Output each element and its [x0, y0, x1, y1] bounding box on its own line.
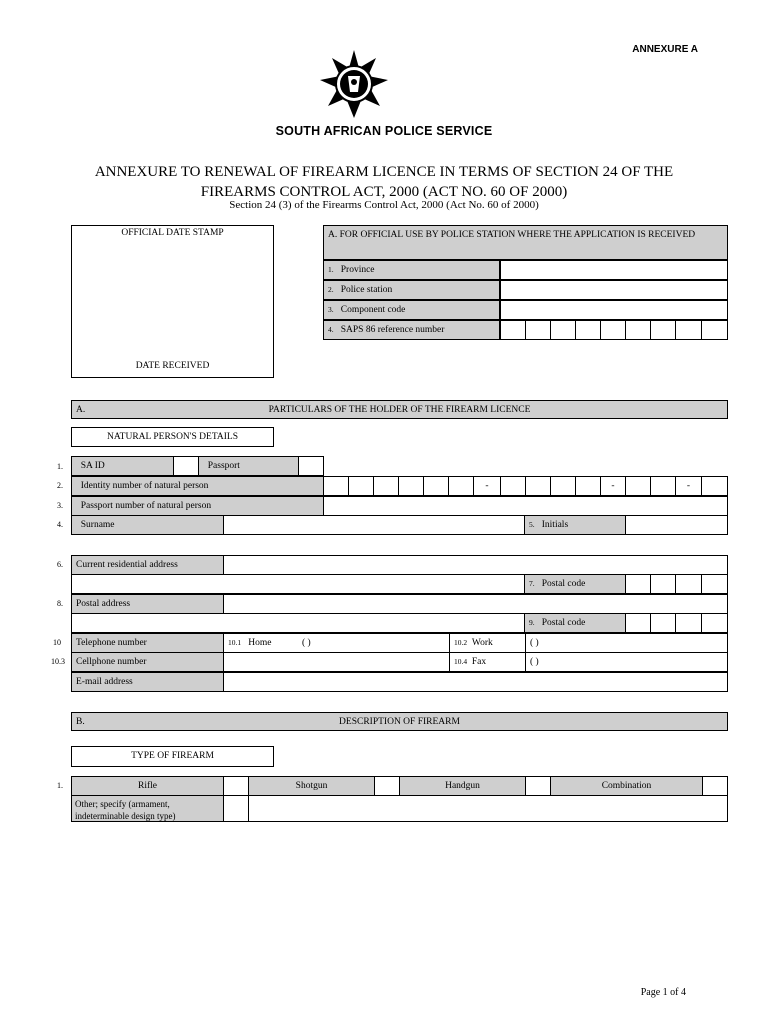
id-digit-box[interactable] — [625, 476, 651, 496]
residential-postal-code-label: 7. Postal code — [524, 574, 626, 594]
annexure-label: ANNEXURE A — [632, 44, 698, 55]
id-digit-box[interactable] — [423, 476, 449, 496]
id-digit-box[interactable] — [550, 476, 576, 496]
id-digit-box[interactable] — [650, 476, 676, 496]
rifle-label: Rifle — [71, 776, 224, 796]
postal-code-digit-box[interactable] — [701, 574, 728, 594]
handgun-label: Handgun — [399, 776, 526, 796]
identity-number-label: Identity number of natural person — [71, 476, 324, 496]
province-label: 1. Province — [323, 260, 500, 280]
passport-label: Passport — [198, 456, 299, 476]
section-b-heading: DESCRIPTION OF FIREARM — [339, 717, 460, 727]
section-a-heading: PARTICULARS OF THE HOLDER OF THE FIREARM LICENCE — [268, 405, 531, 415]
other-specify-field[interactable] — [248, 795, 728, 822]
postal-code-digit-box[interactable] — [625, 613, 651, 633]
residential-address-line2[interactable] — [71, 574, 525, 594]
id-digit-box[interactable] — [525, 476, 551, 496]
other-checkbox[interactable] — [223, 795, 249, 822]
postal-code-digit-box[interactable] — [701, 613, 728, 633]
row-number: 3. — [57, 501, 63, 510]
postal-address-line2[interactable] — [71, 613, 525, 633]
section-b-bar — [71, 712, 728, 731]
id-digit-box[interactable] — [575, 476, 601, 496]
postal-code-digit-box[interactable] — [650, 574, 676, 594]
surname-field[interactable] — [223, 515, 525, 535]
official-use-heading: A. FOR OFFICIAL USE BY POLICE STATION WHERE THE APPLICATION IS RECEIVED — [323, 225, 728, 260]
cellphone-number-field[interactable] — [223, 652, 450, 672]
section-a-letter: A. — [76, 405, 86, 415]
id-digit-box[interactable] — [701, 476, 728, 496]
id-digit-box[interactable] — [323, 476, 349, 496]
sa-id-label: SA ID — [71, 456, 174, 476]
stamp-title: OFFICIAL DATE STAMP — [121, 228, 224, 238]
email-address-label: E-mail address — [71, 672, 224, 692]
initials-label: 5. Initials — [524, 515, 626, 535]
postal-code-digit-box[interactable] — [650, 613, 676, 633]
id-separator: - — [675, 476, 702, 496]
email-address-field[interactable] — [223, 672, 728, 692]
saps86-digit-box[interactable] — [550, 320, 576, 340]
saps86-digit-box[interactable] — [575, 320, 601, 340]
police-station-field[interactable] — [500, 280, 728, 300]
row-number: 1. — [57, 781, 63, 790]
natural-persons-details-heading: NATURAL PERSON'S DETAILS — [71, 427, 274, 447]
postal-code-label: 9. Postal code — [524, 613, 626, 633]
home-phone-bracket: ( ) — [302, 638, 311, 648]
row-number: 1. — [57, 462, 63, 471]
shotgun-label: Shotgun — [248, 776, 375, 796]
id-separator: - — [600, 476, 626, 496]
postal-code-digit-box[interactable] — [675, 574, 702, 594]
home-phone-field[interactable]: 10.1 Home ( ) — [223, 633, 450, 653]
postal-address-line1[interactable] — [223, 594, 728, 614]
telephone-number-label: Telephone number — [71, 633, 224, 653]
police-station-label: 2. Police station — [323, 280, 500, 300]
police-service-name: SOUTH AFRICAN POLICE SERVICE — [275, 124, 493, 138]
shotgun-checkbox[interactable] — [374, 776, 400, 796]
component-code-field[interactable] — [500, 300, 728, 320]
saps86-digit-box[interactable] — [650, 320, 676, 340]
section-a-bar — [71, 400, 728, 419]
saps-star-emblem-icon — [318, 48, 390, 120]
fax-field[interactable]: ( ) — [525, 652, 728, 672]
saps86-digit-box[interactable] — [675, 320, 702, 340]
id-separator: - — [473, 476, 501, 496]
form-title-line1: ANNEXURE TO RENEWAL OF FIREARM LICENCE IN TERMS OF SECTION 24 OF THE — [94, 164, 674, 180]
row-number: 2. — [57, 481, 63, 490]
row-number: 4. — [57, 520, 63, 529]
id-digit-box[interactable] — [373, 476, 399, 496]
row-number: 6. — [57, 560, 63, 569]
fax-label: 10.4 Fax — [449, 652, 526, 672]
passport-checkbox[interactable] — [298, 456, 324, 476]
saps86-digit-box[interactable] — [625, 320, 651, 340]
combination-label: Combination — [550, 776, 703, 796]
postal-code-digit-box[interactable] — [625, 574, 651, 594]
passport-number-field[interactable] — [323, 496, 728, 516]
official-date-stamp-box[interactable] — [71, 225, 274, 378]
residential-address-label: Current residential address — [71, 555, 224, 575]
row-number: 10 — [53, 638, 61, 647]
type-of-firearm-heading: TYPE OF FIREARM — [71, 746, 274, 767]
form-subtitle: Section 24 (3) of the Firearms Control Act, 2000 (Act No. 60 of 2000) — [229, 199, 539, 211]
surname-label: Surname — [71, 515, 224, 535]
row-number: 10.3 — [51, 657, 65, 666]
date-received-label: DATE RECEIVED — [135, 361, 210, 371]
initials-field[interactable] — [625, 515, 728, 535]
saps86-digit-box[interactable] — [600, 320, 626, 340]
cellphone-number-label: Cellphone number — [71, 652, 224, 672]
other-specify-label: Other; specify (armament, indeterminable design type) — [71, 795, 224, 822]
section-b-letter: B. — [76, 717, 85, 727]
component-code-label: 3. Component code — [323, 300, 500, 320]
page-number: Page 1 of 4 — [640, 987, 686, 998]
id-digit-box[interactable] — [500, 476, 526, 496]
handgun-checkbox[interactable] — [525, 776, 551, 796]
saps86-digit-box[interactable] — [500, 320, 526, 340]
id-digit-box[interactable] — [448, 476, 474, 496]
id-digit-box[interactable] — [348, 476, 374, 496]
passport-number-label: Passport number of natural person — [71, 496, 324, 516]
postal-code-digit-box[interactable] — [675, 613, 702, 633]
saps86-label: 4. SAPS 86 reference number — [323, 320, 500, 340]
form-title-line2: FIREARMS CONTROL ACT, 2000 (ACT NO. 60 OF 2000) — [200, 184, 568, 200]
saps86-digit-box[interactable] — [701, 320, 728, 340]
work-phone-label: 10.2 Work — [449, 633, 526, 653]
sa-id-checkbox[interactable] — [173, 456, 199, 476]
postal-address-label: Postal address — [71, 594, 224, 614]
province-field[interactable] — [500, 260, 728, 280]
id-digit-box[interactable] — [398, 476, 424, 496]
combination-checkbox[interactable] — [702, 776, 728, 796]
saps86-digit-box[interactable] — [525, 320, 551, 340]
rifle-checkbox[interactable] — [223, 776, 249, 796]
residential-address-line1[interactable] — [223, 555, 728, 575]
row-number: 8. — [57, 599, 63, 608]
work-phone-field[interactable]: ( ) — [525, 633, 728, 653]
